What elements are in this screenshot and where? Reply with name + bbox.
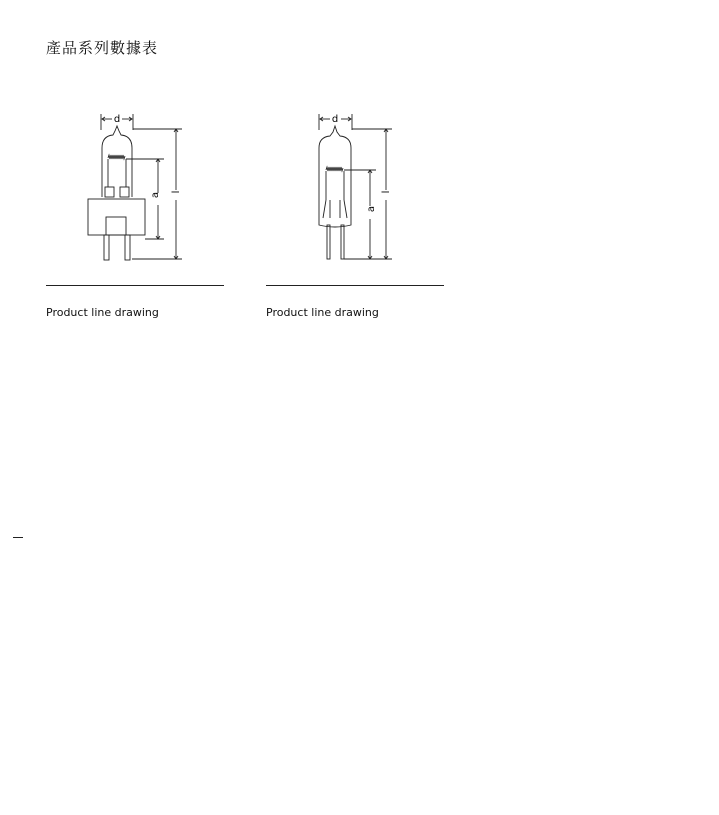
page-margin-mark bbox=[13, 537, 23, 538]
figure-divider bbox=[46, 285, 224, 286]
dimension-label-a: a bbox=[150, 191, 161, 199]
figure-caption: Product line drawing bbox=[266, 306, 379, 319]
figure-caption: Product line drawing bbox=[46, 306, 159, 319]
dimension-label-a: a bbox=[366, 205, 377, 213]
lamp-with-base-drawing bbox=[46, 108, 224, 268]
page-title: 產品系列數據表 bbox=[46, 39, 159, 57]
dimension-label-d: d bbox=[331, 114, 339, 125]
figure-divider bbox=[266, 285, 444, 286]
dimension-label-d: d bbox=[113, 114, 121, 125]
lamp-without-base-drawing bbox=[266, 108, 444, 268]
dimension-label-l: l bbox=[171, 190, 182, 194]
dimension-label-l: l bbox=[381, 190, 392, 194]
